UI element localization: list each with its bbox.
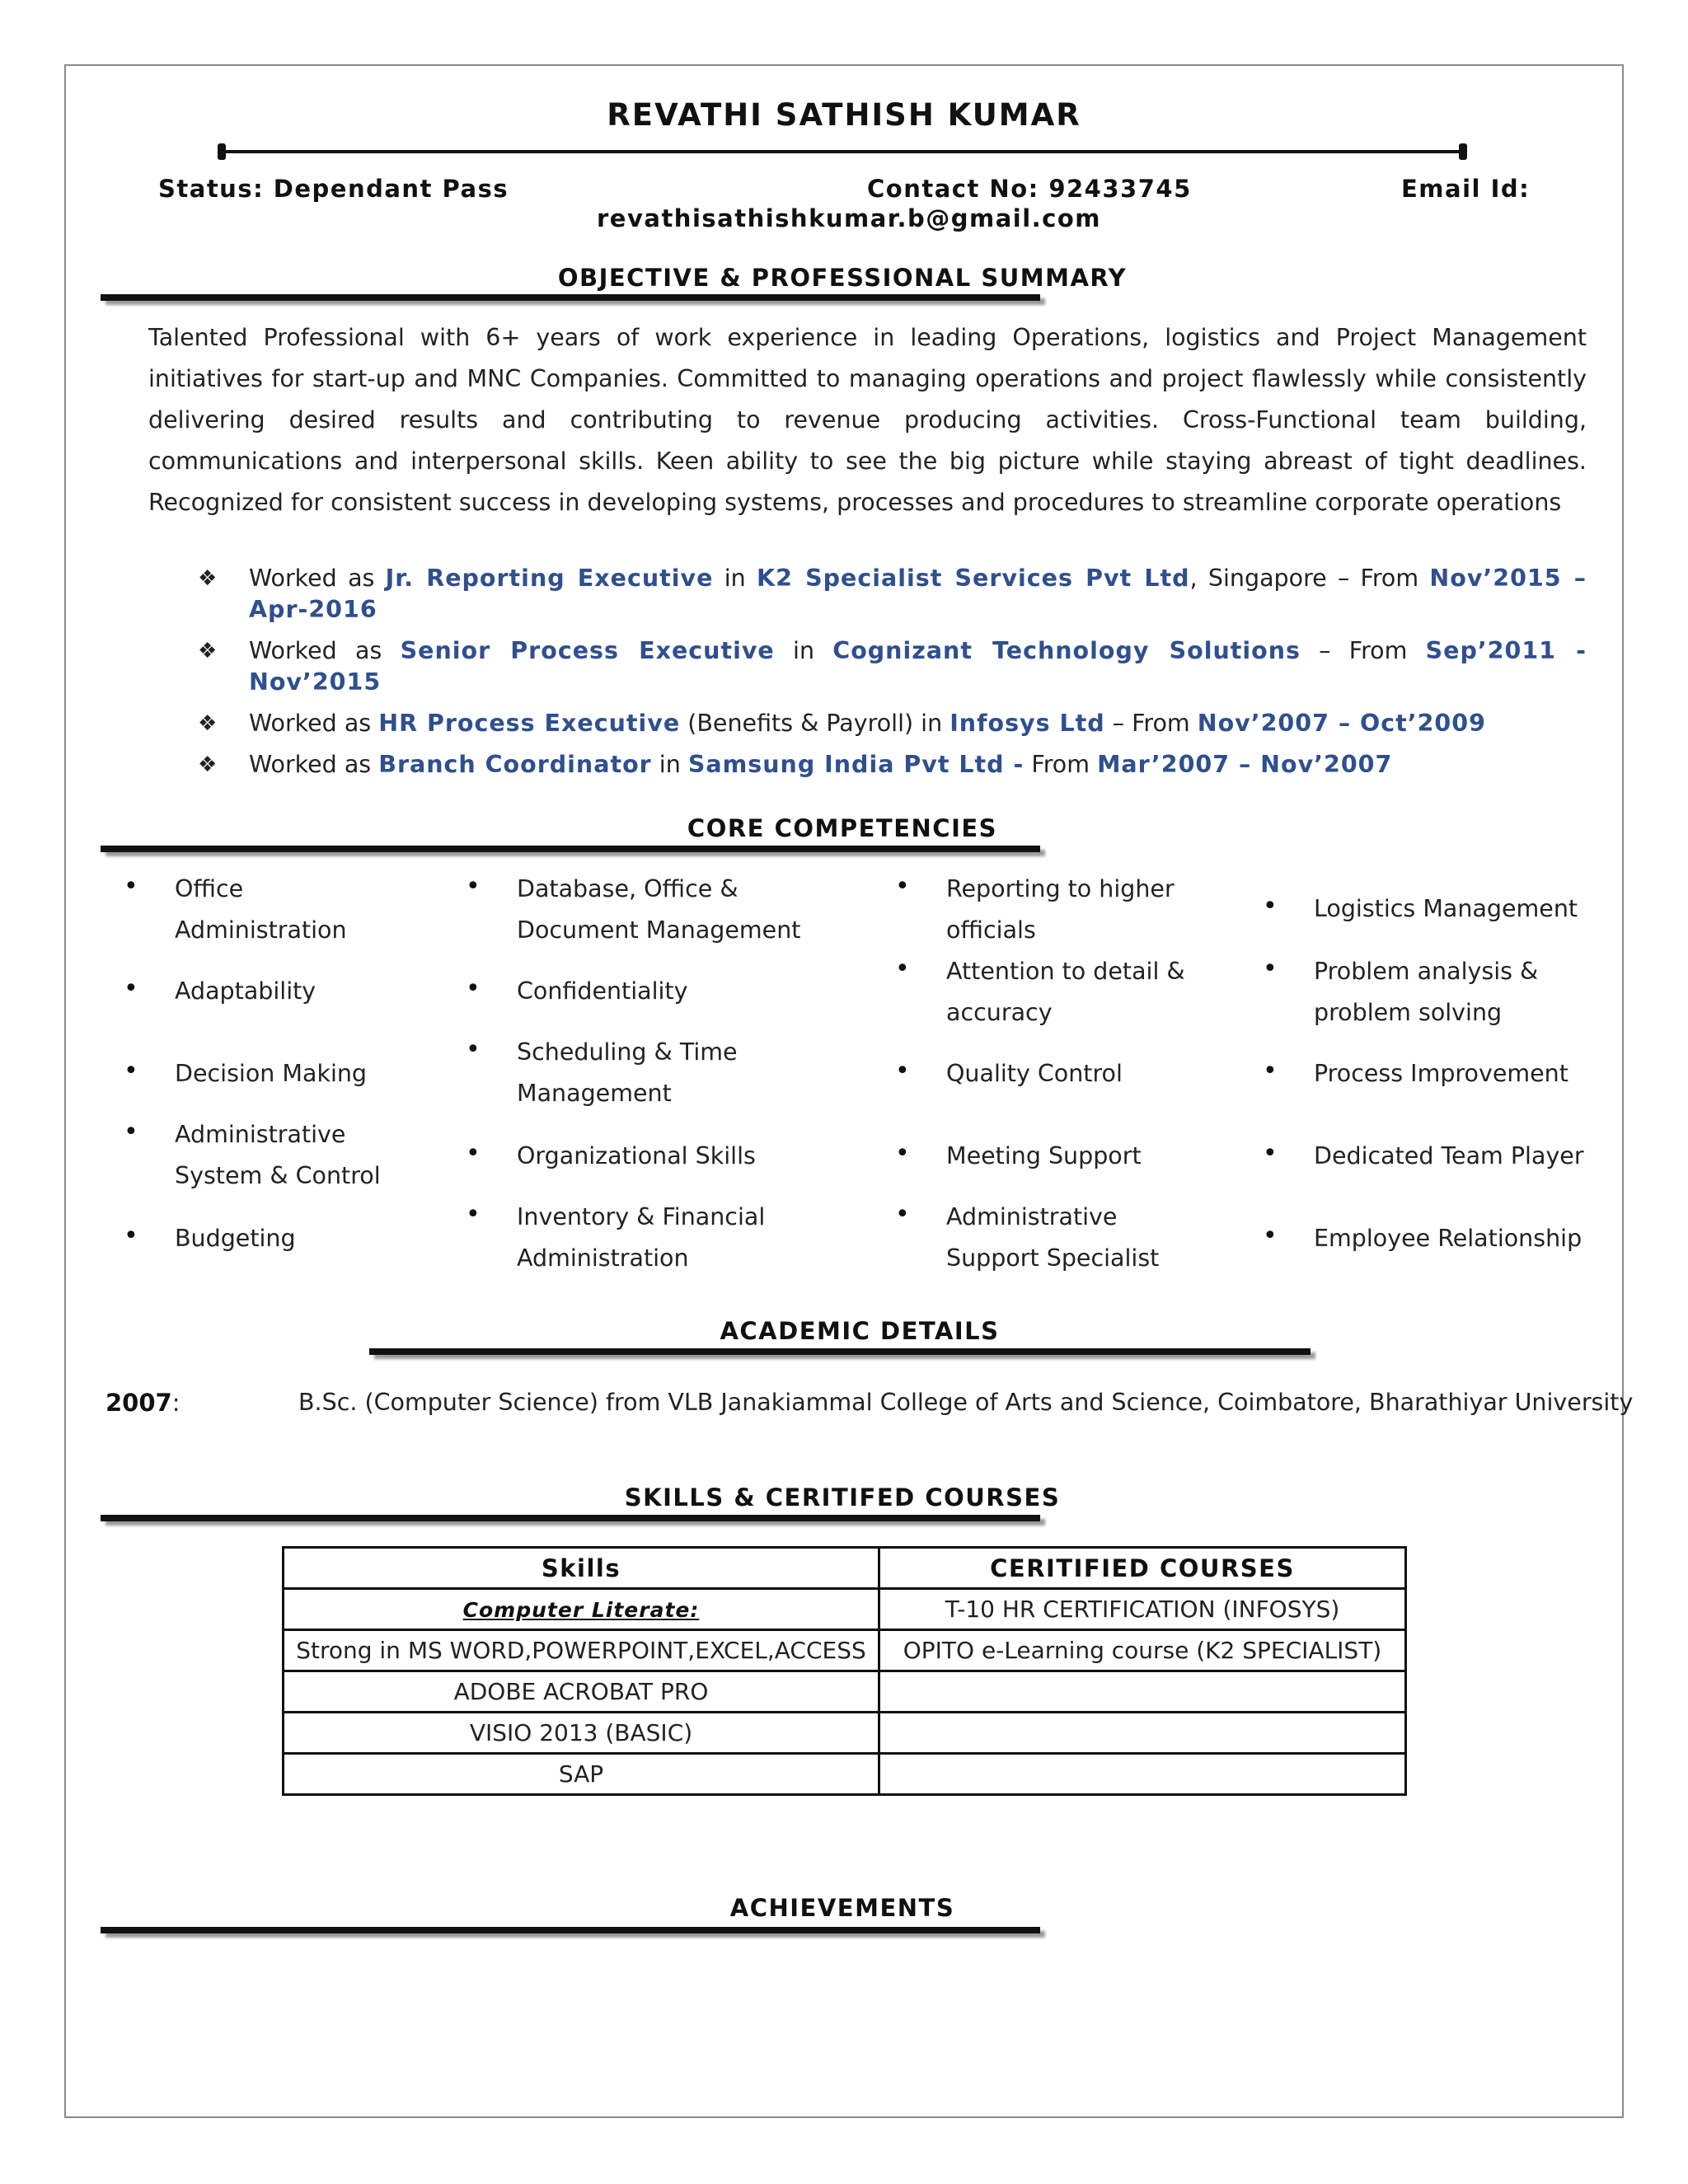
divider-cap-right [1459,143,1467,160]
divider-cap-left [218,143,226,160]
experience-item: ❖ Worked as Jr. Reporting Executive in K2 Specialist Services Pvt Ltd, Singapore – From Nov’2015 – Apr-2016 [198,565,1587,623]
table-row [284,1671,1406,1713]
candidate-name: REVATHI SATHISH KUMAR [607,97,1081,133]
job-period: Nov’2007 – Oct’2009 [1197,710,1486,737]
bullet-icon: • [466,1139,481,1168]
competency-item: Attention to detail & accuracy [946,958,1185,1026]
degree-details: B.Sc. (Computer Science) from VLB Janakiammal College of Arts and Science, Coimbatore, Bharathiyar University [298,1389,1634,1416]
table-cell [879,1713,1406,1754]
bullet-icon: • [466,872,481,901]
contact-number: Contact No: 92433745 [867,175,1192,203]
academic-rule [369,1348,1311,1355]
competency-item: Adaptability [175,977,316,1005]
experience-item: ❖ Worked as Senior Process Executive in Cognizant Technology Solutions – From Sep’2011 - Nov’2015 [198,637,1587,696]
bullet-icon: • [124,974,138,1003]
table-row [284,1713,1406,1754]
bullet-icon: • [124,1221,138,1250]
bullet-icon: • [466,974,481,1003]
competency-item: Administrative Support Specialist [946,1203,1160,1272]
email-label: Email Id: [1401,175,1531,203]
table-cell [879,1754,1406,1795]
job-role: Branch Coordinator [378,751,652,778]
table-cell [879,1671,1406,1713]
competency-item: Decision Making [175,1060,368,1087]
job-role: Jr. Reporting Executive [385,565,714,592]
competency-item: Meeting Support [946,1142,1142,1169]
skills-rule [101,1515,1040,1521]
competency-item: Administrative System & Control [175,1121,381,1189]
bullet-icon: • [124,872,138,901]
job-period: Nov’2015 – Apr-2016 [249,565,1587,623]
competency-item: Office Administration [175,875,347,944]
computer-literate-label: Computer Literate: [462,1598,700,1622]
email-address[interactable]: revathisathishkumar.b@gmail.com [597,204,1102,232]
table-cell: Strong in MS WORD,POWERPOINT,EXCEL,ACCESS [284,1630,879,1671]
job-role: HR Process Executive [378,710,681,737]
experience-list [148,563,1587,790]
bullet-icon: • [895,1057,910,1085]
table-cell: OPITO e-Learning course (K2 SPECIALIST) [879,1630,1406,1671]
bullet-icon: • [1263,1221,1278,1250]
academic-heading: ACADEMIC DETAILS [720,1317,1000,1345]
skills-courses-table [282,1546,1407,1796]
bullet-icon: • [1263,1057,1278,1085]
professional-summary: Talented Professional with 6+ years of work experience in leading Operations, logistics and Project Management initiatives for start-up and MNC Companies. Committed to managing operations and project flawlessly while consistently delivering desired results and contributing to revenue producing activities. Cross-Functional team building, communications and interpersonal skills. Keen ability to see the big picture while staying abreast of tight deadlines. Recognized for consistent success in developing systems, processes and procedures to streamline corporate operations [148,324,1587,516]
competency-item: Inventory & Financial Administration [517,1203,766,1272]
diamond-bullet-icon: ❖ [198,566,218,591]
bullet-icon: • [124,1118,138,1146]
competency-item: Logistics Management [1314,895,1578,922]
bullet-icon: • [466,1200,481,1229]
achievements-rule [101,1927,1040,1933]
bullet-icon: • [1263,1139,1278,1168]
bullet-icon: • [895,872,910,901]
competencies-heading: CORE COMPETENCIES [687,814,998,842]
table-cell: T-10 HR CERTIFICATION (INFOSYS) [879,1589,1406,1630]
job-period: Mar’2007 – Nov’2007 [1097,751,1393,778]
competency-item: Process Improvement [1314,1060,1568,1087]
name-divider [221,150,1467,153]
company-name: Cognizant Technology Solutions [832,637,1301,664]
experience-item: ❖ Worked as Branch Coordinator in Samsung India Pvt Ltd - From Mar’2007 – Nov’2007 [148,749,1587,780]
competencies-rule [101,846,1040,852]
bullet-icon: • [1263,954,1278,983]
competency-item: Reporting to higher officials [946,875,1175,944]
table-cell: VISIO 2013 (BASIC) [284,1713,879,1754]
bullet-icon: • [124,1057,138,1085]
skills-heading: SKILLS & CERITIFED COURSES [624,1483,1061,1511]
experience-item: ❖ Worked as HR Process Executive (Benefits & Payroll) in Infosys Ltd – From Nov’2007 – Oct’2009 [148,708,1587,739]
competency-item: Confidentiality [517,977,688,1005]
job-role: Senior Process Executive [400,637,775,664]
diamond-bullet-icon: ❖ [198,711,218,736]
company-name: K2 Specialist Services Pvt Ltd [757,565,1190,592]
objective-rule [101,294,1040,301]
table-cell: SAP [284,1754,879,1795]
objective-heading: OBJECTIVE & PROFESSIONAL SUMMARY [557,264,1128,292]
status-line: Status: Dependant Pass [158,175,509,203]
bullet-icon: • [466,1035,481,1064]
company-name: Samsung India Pvt Ltd - [687,751,1025,778]
graduation-year: 2007: [106,1389,181,1417]
competency-item: Organizational Skills [517,1142,756,1169]
competency-item: Database, Office & Document Management [517,875,801,944]
diamond-bullet-icon: ❖ [198,752,218,777]
table-row [284,1754,1406,1795]
competency-item: Employee Relationship [1314,1225,1582,1252]
diamond-bullet-icon: ❖ [198,639,218,663]
table-row [284,1589,1406,1630]
bullet-icon: • [1263,892,1278,921]
achievements-heading: ACHIEVEMENTS [729,1894,955,1922]
competency-item: Budgeting [175,1225,296,1252]
bullet-icon: • [895,1200,910,1229]
competency-item: Scheduling & Time Management [517,1038,738,1107]
table-header-row [284,1548,1406,1589]
bullet-icon: • [895,954,910,983]
skills-column-header: Skills [284,1548,879,1589]
company-name: Infosys Ltd [950,710,1105,737]
competency-item: Quality Control [946,1060,1123,1087]
table-cell [284,1589,879,1630]
courses-column-header: CERITIFIED COURSES [879,1548,1406,1589]
table-cell: ADOBE ACROBAT PRO [284,1671,879,1713]
competency-item: Dedicated Team Player [1314,1142,1584,1169]
bullet-icon: • [895,1139,910,1168]
job-period: Sep’2011 - Nov’2015 [249,637,1587,696]
table-row [284,1630,1406,1671]
competency-item: Problem analysis & problem solving [1314,958,1539,1026]
